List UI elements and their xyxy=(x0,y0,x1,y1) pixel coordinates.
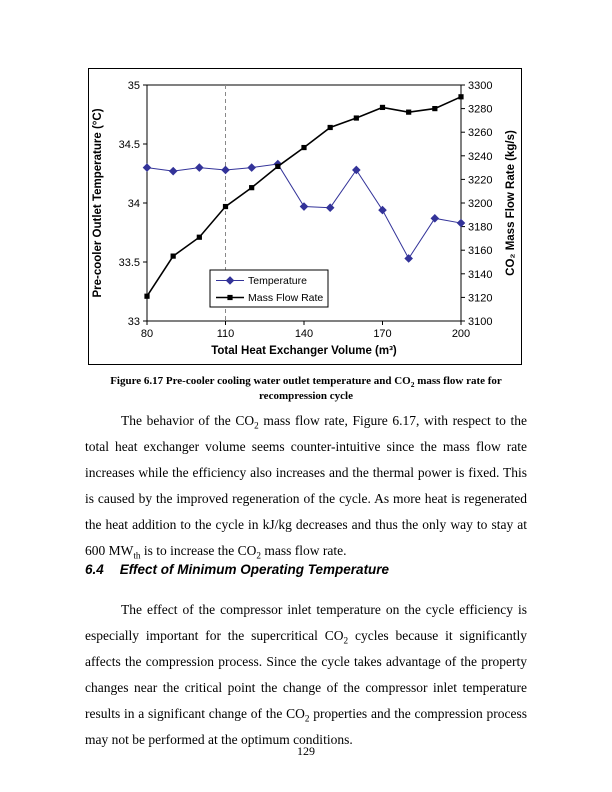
svg-text:3220: 3220 xyxy=(468,174,493,187)
section-number: 6.4 xyxy=(85,562,104,577)
svg-text:Temperature: Temperature xyxy=(248,275,307,287)
svg-text:34: 34 xyxy=(127,198,140,210)
svg-text:200: 200 xyxy=(451,328,471,340)
svg-text:3300: 3300 xyxy=(468,80,493,92)
page-number: 129 xyxy=(297,744,315,758)
figure-box xyxy=(88,68,522,365)
svg-text:3160: 3160 xyxy=(468,245,493,258)
figure-caption: Figure 6.17 Pre-cooler cooling water outlet temperature and $CO_2$ mass flow rate for recompression cycle xyxy=(110,375,502,402)
svg-text:Pre-cooler Outlet Temperature: Pre-cooler Outlet Temperature (°C) xyxy=(92,108,104,298)
figure-chart xyxy=(89,69,521,364)
svg-text:CO₂ Mass Flow Rate (kg/s): CO₂ Mass Flow Rate (kg/s) xyxy=(505,130,517,276)
svg-text:140: 140 xyxy=(294,328,314,340)
paragraph-mass-flow-discussion: The behavior of the $CO_2$ mass flow rate, Figure 6.17, with respect to the total heat exchanger volume seems counter-intuitive since the mass flow rate increases while the efficiency also increases and the thermal power is fixed. This is caused by the improved regeneration of the cycle. As more heat is regenerated the heat addition to the cycle in kJ/kg decreases and thus the only way to stay at 600 $MW_{th}$ is to increase the $CO_2$ mass flow rate. xyxy=(85,413,527,561)
svg-text:3180: 3180 xyxy=(468,221,493,234)
svg-text:33.5: 33.5 xyxy=(118,257,140,269)
svg-text:110: 110 xyxy=(216,328,235,340)
svg-text:33: 33 xyxy=(127,316,140,328)
svg-text:3200: 3200 xyxy=(468,198,493,210)
svg-text:170: 170 xyxy=(373,328,392,340)
svg-text:3100: 3100 xyxy=(468,316,493,328)
svg-text:34.5: 34.5 xyxy=(118,139,140,151)
svg-text:3120: 3120 xyxy=(468,292,493,305)
svg-text:3140: 3140 xyxy=(468,268,493,281)
svg-text:3280: 3280 xyxy=(468,103,493,116)
svg-text:Total Heat Exchanger Volume (m: Total Heat Exchanger Volume (m³) xyxy=(211,345,397,357)
paragraph-min-operating-temperature: The effect of the compressor inlet temperature on the cycle efficiency is especially important for the supercritical $CO_2$ cycles because it significantly affects the compression process. Since the cycle takes advantage of the property changes near the critical point the change of the compressor inlet temperature results in a significant change of the $CO_2$ properties and the compression process may not be performed at the optimum conditions. xyxy=(85,602,527,747)
svg-text:80: 80 xyxy=(140,328,154,340)
svg-text:Mass Flow Rate: Mass Flow Rate xyxy=(248,292,324,304)
svg-text:3240: 3240 xyxy=(468,150,493,163)
section-title: Effect of Minimum Operating Temperature xyxy=(119,562,390,577)
section-heading xyxy=(85,562,527,577)
svg-text:3260: 3260 xyxy=(468,127,493,140)
svg-text:35: 35 xyxy=(127,80,140,92)
